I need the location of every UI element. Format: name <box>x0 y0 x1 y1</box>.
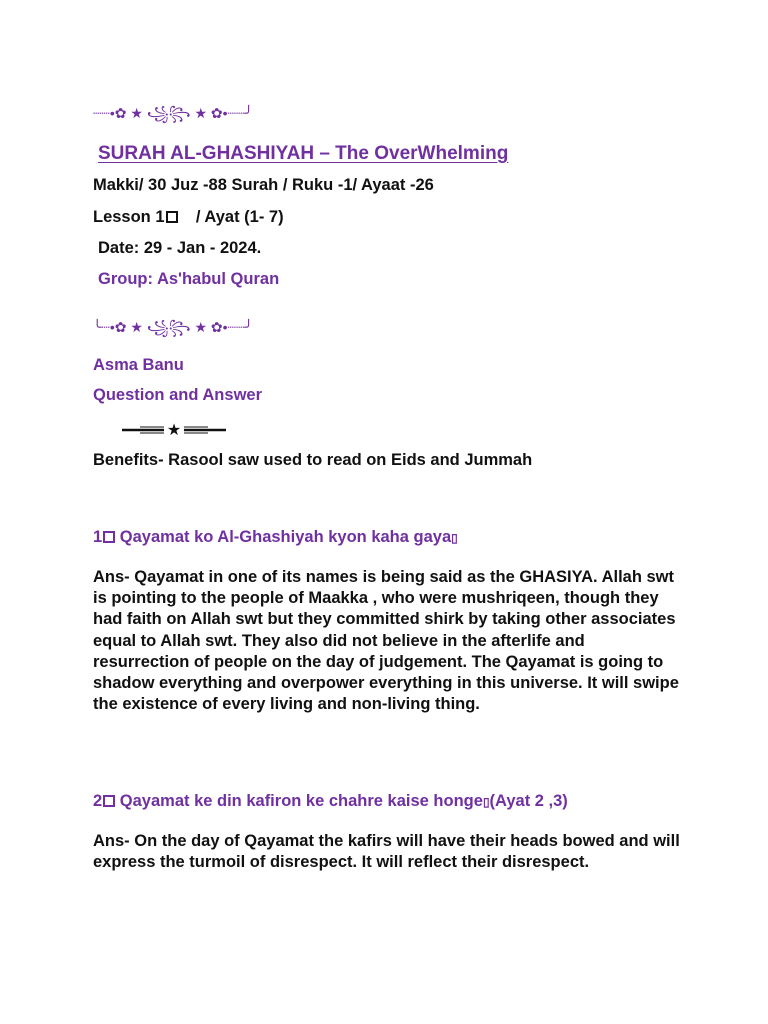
question-1 <box>93 528 458 547</box>
question-mark-box-icon: ▯ <box>482 795 490 809</box>
author-name: Asma Banu <box>93 356 184 374</box>
section-subtitle: Question and Answer <box>93 386 262 404</box>
answer-1: Ans- Qayamat in one of its names is being said as the GHASIYA. Allah swt is pointing to the people of Maakka , who were mushriqeen, though they had faith on Allah swt but they committed shirk by taking other associates equal to Allah swt. They also did not believe in the afterlife and resurrection of people on the day of judgement. The Qayamat is going to shadow everything and overpower everything in this universe. It will swipe the existence of every living and non-living thing. <box>93 568 679 714</box>
answer-2: Ans- On the day of Qayamat the kafirs will have their heads bowed and will express the turmoil of disrespect. It will reflect their disrespect. <box>93 832 680 872</box>
date-line: Date: 29 - Jan - 2024. <box>98 239 262 257</box>
lesson-suffix: / Ayat (1- 7) <box>195 208 284 226</box>
benefits-line: Benefits- Rasool saw used to read on Eids and Jummah <box>93 451 533 469</box>
info-line: Makki/ 30 Juz -88 Surah / Ruku -1/ Ayaat -26 <box>93 176 434 194</box>
ornament-bottom: ╰┈•✿ ★ ꧁꧂ ★ ✿•┈┈╯ <box>93 319 253 335</box>
group-line: Group: As'habul Quran <box>98 270 280 288</box>
ornament-top: ┈┈•✿ ★ ꧁꧂ ★ ✿•┈┈╯ <box>93 105 253 121</box>
question-2-text: Qayamat ke din kafiron ke chahre kaise honge <box>119 792 483 810</box>
keycap-box-icon <box>103 531 115 543</box>
question-2-number: 2 <box>93 792 103 810</box>
question-2 <box>93 792 568 811</box>
keycap-box-icon <box>103 795 115 807</box>
question-2-suffix: (Ayat 2 ,3) <box>489 792 568 810</box>
question-1-number: 1 <box>93 528 103 546</box>
document-title: SURAH AL-GHASHIYAH – The OverWhelming <box>98 143 509 164</box>
question-mark-box-icon: ▯ <box>451 531 458 545</box>
lesson-line <box>93 208 284 227</box>
lesson-prefix: Lesson 1 <box>93 208 165 226</box>
question-1-text: Qayamat ko Al-Ghashiyah kyon kaha gaya <box>119 528 452 546</box>
keycap-box-icon <box>166 211 178 223</box>
star-divider <box>122 420 226 440</box>
divider-star-icon: ★ <box>166 420 182 439</box>
